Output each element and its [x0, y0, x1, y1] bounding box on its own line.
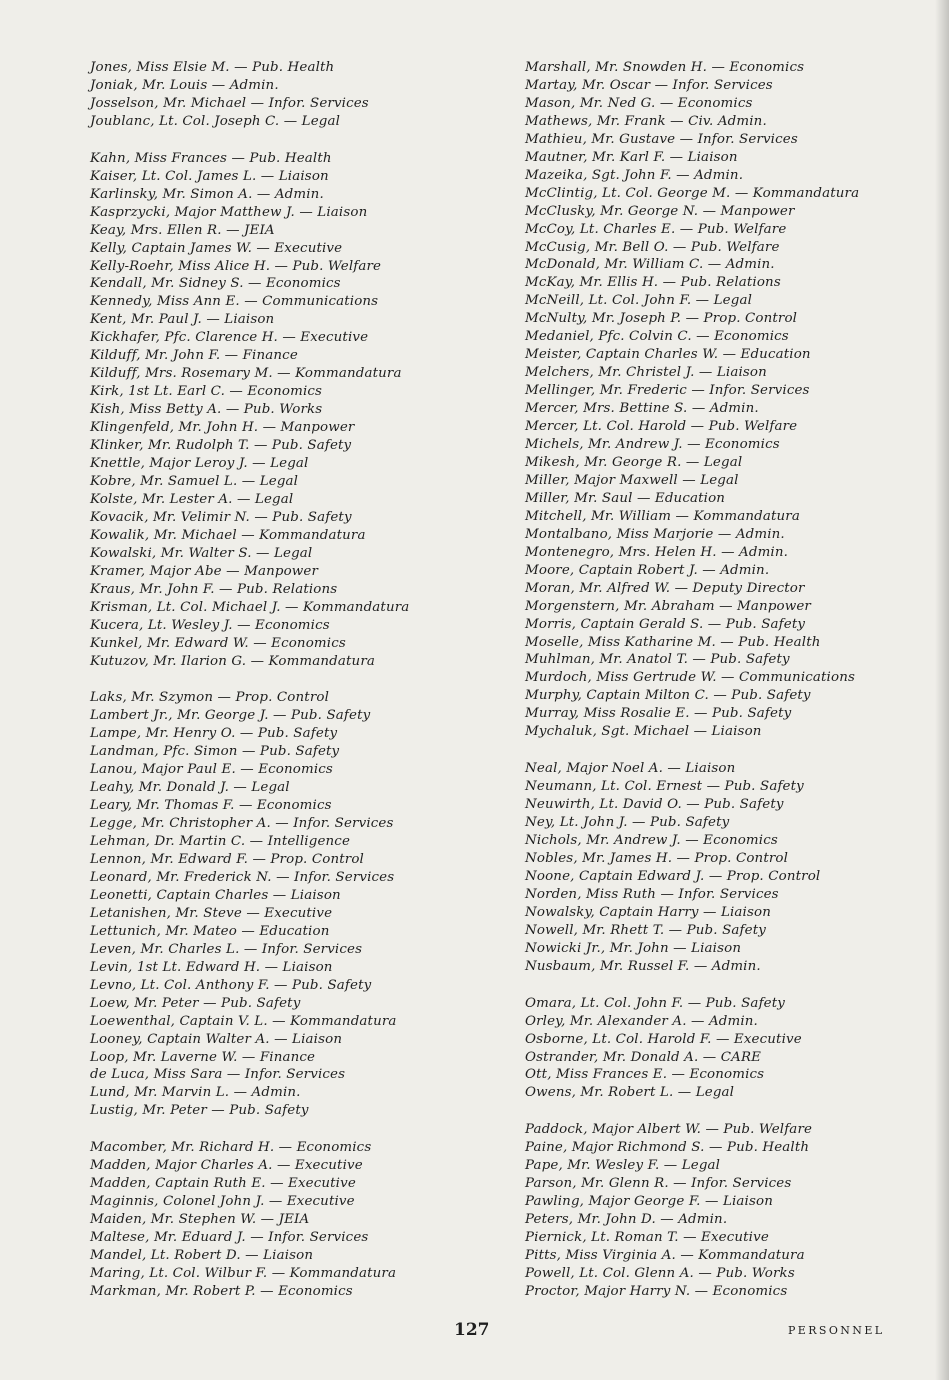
personnel-entry: Landman, Pfc. Simon — Pub. Safety [90, 744, 340, 760]
personnel-entry: Murphy, Captain Milton C. — Pub. Safety [525, 688, 811, 704]
page-number: 127 [454, 1320, 490, 1340]
personnel-entry: Miller, Mr. Saul — Education [525, 490, 726, 506]
personnel-entry: Markman, Mr. Robert P. — Economics [90, 1283, 353, 1299]
personnel-entry: Morris, Captain Gerald S. — Pub. Safety [525, 616, 806, 632]
personnel-entry: Montalbano, Miss Marjorie — Admin. [525, 526, 785, 542]
personnel-entry: Krisman, Lt. Col. Michael J. — Kommandatura [90, 599, 410, 615]
personnel-entry: Kowalik, Mr. Michael — Kommandatura [90, 527, 366, 543]
personnel-entry: Kowalski, Mr. Walter S. — Legal [90, 545, 313, 561]
personnel-entry: Mautner, Mr. Karl F. — Liaison [525, 149, 738, 165]
personnel-entry: Kirk, 1st Lt. Earl C. — Economics [90, 384, 323, 400]
personnel-entry: Karlinsky, Mr. Simon A. — Admin. [90, 186, 324, 202]
personnel-entry: Osborne, Lt. Col. Harold F. — Executive [525, 1031, 802, 1047]
letter-group [90, 689, 490, 1120]
personnel-entry: Kobre, Mr. Samuel L. — Legal [90, 473, 299, 489]
personnel-entry: Neal, Major Noel A. — Liaison [525, 761, 736, 777]
personnel-entry: Maltese, Mr. Eduard J. — Infor. Services [90, 1230, 369, 1246]
personnel-entry: Murray, Miss Rosalie E. — Pub. Safety [525, 706, 792, 722]
personnel-entry: Kutuzov, Mr. Ilarion G. — Kommandatura [90, 653, 376, 669]
personnel-entry: Leonard, Mr. Frederick N. — Infor. Services [90, 869, 395, 885]
personnel-entry: Miller, Major Maxwell — Legal [525, 472, 739, 488]
personnel-entry: Mandel, Lt. Robert D. — Liaison [90, 1248, 314, 1264]
personnel-entry: Nichols, Mr. Andrew J. — Economics [525, 833, 778, 849]
letter-group [525, 59, 925, 741]
personnel-entry: Ney, Lt. John J. — Pub. Safety [525, 815, 730, 831]
personnel-entry: Pawling, Major George F. — Liaison [525, 1194, 773, 1210]
personnel-entry: Knettle, Major Leroy J. — Legal [90, 456, 309, 472]
personnel-entry: Lund, Mr. Marvin L. — Admin. [90, 1085, 301, 1101]
personnel-entry: Moore, Captain Robert J. — Admin. [525, 562, 770, 578]
letter-group [90, 59, 490, 131]
personnel-entry: Letanishen, Mr. Steve — Executive [90, 905, 333, 921]
personnel-entry: Kilduff, Mr. John F. — Finance [90, 348, 298, 364]
personnel-entry: Keay, Mrs. Ellen R. — JEIA [90, 222, 275, 238]
personnel-entry: Maiden, Mr. Stephen W. — JEIA [90, 1212, 310, 1228]
personnel-entry: Lampe, Mr. Henry O. — Pub. Safety [90, 726, 338, 742]
personnel-entry: Maring, Lt. Col. Wilbur F. — Kommandatura [90, 1266, 397, 1281]
personnel-entry: Mazeika, Sgt. John F. — Admin. [525, 167, 744, 183]
personnel-entry: Nowicki Jr., Mr. John — Liaison [525, 940, 742, 956]
personnel-entry: Paddock, Major Albert W. — Pub. Welfare [525, 1122, 813, 1138]
personnel-entry: Kent, Mr. Paul J. — Liaison [90, 312, 275, 328]
personnel-entry: Legge, Mr. Christopher A. — Infor. Services [90, 816, 394, 832]
personnel-entry: Lambert Jr., Mr. George J. — Pub. Safety [90, 708, 371, 724]
letter-group [90, 1139, 490, 1301]
personnel-entry: Madden, Major Charles A. — Executive [90, 1158, 363, 1174]
personnel-entry: Kendall, Mr. Sidney S. — Economics [90, 276, 341, 292]
personnel-entry: Kickhafer, Pfc. Clarence H. — Executive [90, 330, 369, 346]
personnel-entry: Medaniel, Pfc. Colvin C. — Economics [525, 329, 789, 345]
personnel-entry: Montenegro, Mrs. Helen H. — Admin. [525, 544, 789, 560]
personnel-entry: Mitchell, Mr. William — Kommandatura [525, 508, 800, 524]
personnel-entry: Loewenthal, Captain V. L. — Kommandatura [90, 1013, 397, 1029]
personnel-entry: Powell, Lt. Col. Glenn A. — Pub. Works [525, 1266, 795, 1281]
personnel-entry: Madden, Captain Ruth E. — Executive [90, 1176, 356, 1192]
personnel-entry: Mathews, Mr. Frank — Civ. Admin. [525, 113, 767, 129]
personnel-entry: McCoy, Lt. Charles E. — Pub. Welfare [525, 221, 787, 237]
personnel-entry: Maginnis, Colonel John J. — Executive [90, 1194, 355, 1210]
personnel-entry: Proctor, Major Harry N. — Economics [525, 1283, 788, 1299]
personnel-entry: Mercer, Mrs. Bettine S. — Admin. [525, 401, 759, 417]
personnel-entry: Neumann, Lt. Col. Ernest — Pub. Safety [525, 779, 804, 795]
personnel-entry: Ostrander, Mr. Donald A. — CARE [525, 1049, 762, 1065]
right-column [525, 59, 925, 1320]
personnel-entry: Nowalsky, Captain Harry — Liaison [525, 904, 771, 920]
personnel-entry: Macomber, Mr. Richard H. — Economics [90, 1140, 372, 1156]
personnel-entry: Muhlman, Mr. Anatol T. — Pub. Safety [525, 652, 790, 668]
personnel-entry: McKay, Mr. Ellis H. — Pub. Relations [525, 275, 781, 291]
personnel-entry: Klingenfeld, Mr. John H. — Manpower [90, 420, 355, 436]
personnel-entry: Klinker, Mr. Rudolph T. — Pub. Safety [90, 438, 352, 454]
personnel-entry: Mathieu, Mr. Gustave — Infor. Services [525, 131, 798, 147]
personnel-entry: Jones, Miss Elsie M. — Pub. Health [90, 60, 335, 75]
personnel-entry: Kovacik, Mr. Velimir N. — Pub. Safety [90, 509, 352, 525]
personnel-entry: Piernick, Lt. Roman T. — Executive [525, 1230, 769, 1246]
personnel-entry: Kasprzycki, Major Matthew J. — Liaison [90, 204, 368, 220]
personnel-entry: Kaiser, Lt. Col. James L. — Liaison [90, 168, 329, 184]
left-column [90, 59, 490, 1320]
personnel-entry: Paine, Major Richmond S. — Pub. Health [525, 1140, 810, 1156]
personnel-entry: Kish, Miss Betty A. — Pub. Works [90, 402, 323, 418]
personnel-entry: Lehman, Dr. Martin C. — Intelligence [90, 834, 351, 850]
personnel-entry: Moselle, Miss Katharine M. — Pub. Health [525, 634, 821, 650]
personnel-entry: Josselson, Mr. Michael — Infor. Services [90, 95, 369, 111]
personnel-entry: Orley, Mr. Alexander A. — Admin. [525, 1013, 758, 1029]
personnel-entry: McCusig, Mr. Bell O. — Pub. Welfare [525, 239, 780, 255]
personnel-entry: Mychaluk, Sgt. Michael — Liaison [525, 724, 762, 740]
personnel-entry: Leven, Mr. Charles L. — Infor. Services [90, 941, 363, 957]
personnel-entry: Mercer, Lt. Col. Harold — Pub. Welfare [525, 419, 798, 435]
personnel-entry: McClusky, Mr. George N. — Manpower [525, 203, 795, 219]
section-title: PERSONNEL [788, 1324, 885, 1337]
personnel-entry: Nusbaum, Mr. Russel F. — Admin. [525, 958, 761, 974]
personnel-entry: Moran, Mr. Alfred W. — Deputy Director [525, 580, 805, 596]
personnel-entry: Ott, Miss Frances E. — Economics [525, 1067, 765, 1083]
personnel-entry: Levno, Lt. Col. Anthony F. — Pub. Safety [90, 977, 372, 993]
personnel-entry: Leary, Mr. Thomas F. — Economics [90, 798, 332, 814]
personnel-entry: Morgenstern, Mr. Abraham — Manpower [525, 598, 811, 614]
personnel-entry: Lustig, Mr. Peter — Pub. Safety [90, 1103, 309, 1119]
personnel-entry: Joublanc, Lt. Col. Joseph C. — Legal [90, 113, 341, 129]
personnel-entry: Pitts, Miss Virginia A. — Kommandatura [525, 1248, 805, 1264]
letter-group [525, 995, 925, 1103]
personnel-entry: Lanou, Major Paul E. — Economics [90, 762, 333, 778]
personnel-entry: de Luca, Miss Sara — Infor. Services [90, 1067, 346, 1083]
personnel-entry: Kilduff, Mrs. Rosemary M. — Kommandatura [90, 366, 402, 382]
letter-group [525, 1121, 925, 1301]
letter-group [90, 150, 490, 671]
personnel-entry: Looney, Captain Walter A. — Liaison [90, 1031, 343, 1047]
personnel-entry: Peters, Mr. John D. — Admin. [525, 1212, 728, 1228]
personnel-entry: Loop, Mr. Laverne W. — Finance [90, 1049, 316, 1065]
personnel-entry: Noone, Captain Edward J. — Prop. Control [525, 868, 821, 884]
personnel-entry: Mellinger, Mr. Frederic — Infor. Services [525, 383, 810, 399]
personnel-entry: Nobles, Mr. James H. — Prop. Control [525, 850, 789, 866]
personnel-entry: McNeill, Lt. Col. John F. — Legal [525, 293, 753, 309]
personnel-entry: Kennedy, Miss Ann E. — Communications [90, 294, 379, 310]
personnel-entry: Norden, Miss Ruth — Infor. Services [525, 886, 779, 902]
personnel-entry: Pape, Mr. Wesley F. — Legal [525, 1158, 721, 1174]
personnel-entry: Nowell, Mr. Rhett T. — Pub. Safety [525, 922, 766, 938]
personnel-entry: Owens, Mr. Robert L. — Legal [525, 1085, 735, 1101]
personnel-entry: Melchers, Mr. Christel J. — Liaison [525, 365, 767, 381]
personnel-entry: Kelly, Captain James W. — Executive [90, 240, 343, 256]
personnel-entry: Lennon, Mr. Edward F. — Prop. Control [90, 852, 364, 868]
personnel-entry: Kelly-Roehr, Miss Alice H. — Pub. Welfare [90, 258, 382, 274]
personnel-entry: Kucera, Lt. Wesley J. — Economics [90, 617, 330, 633]
personnel-entry: Mikesh, Mr. George R. — Legal [525, 454, 743, 470]
letter-group [525, 760, 925, 975]
personnel-entry: Martay, Mr. Oscar — Infor. Services [525, 77, 773, 93]
personnel-entry: McDonald, Mr. William C. — Admin. [525, 257, 775, 273]
personnel-entry: Levin, 1st Lt. Edward H. — Liaison [90, 959, 333, 975]
personnel-entry: Joniak, Mr. Louis — Admin. [90, 77, 279, 93]
personnel-entry: Lettunich, Mr. Mateo — Education [90, 923, 330, 939]
personnel-entry: Parson, Mr. Glenn R. — Infor. Services [525, 1176, 792, 1192]
personnel-entry: Loew, Mr. Peter — Pub. Safety [90, 995, 301, 1011]
personnel-entry: McClintig, Lt. Col. George M. — Kommandatura [525, 185, 860, 201]
personnel-entry: Murdoch, Miss Gertrude W. — Communications [525, 670, 856, 686]
personnel-entry: Meister, Captain Charles W. — Education [525, 347, 811, 363]
personnel-entry: Mason, Mr. Ned G. — Economics [525, 95, 753, 111]
personnel-entry: Neuwirth, Lt. David O. — Pub. Safety [525, 797, 784, 813]
personnel-entry: Michels, Mr. Andrew J. — Economics [525, 437, 780, 453]
personnel-entry: Kahn, Miss Frances — Pub. Health [90, 150, 332, 166]
personnel-entry: Kunkel, Mr. Edward W. — Economics [90, 635, 346, 651]
personnel-entry: Kramer, Major Abe — Manpower [90, 563, 319, 579]
personnel-entry: Omara, Lt. Col. John F. — Pub. Safety [525, 995, 785, 1011]
personnel-entry: Leahy, Mr. Donald J. — Legal [90, 780, 290, 796]
personnel-entry: Laks, Mr. Szymon — Prop. Control [90, 690, 330, 706]
personnel-entry: Marshall, Mr. Snowden H. — Economics [525, 60, 805, 75]
personnel-entry: Kraus, Mr. John F. — Pub. Relations [90, 581, 338, 597]
personnel-entry: Kolste, Mr. Lester A. — Legal [90, 491, 294, 507]
personnel-entry: Leonetti, Captain Charles — Liaison [90, 887, 341, 903]
personnel-entry: McNulty, Mr. Joseph P. — Prop. Control [525, 311, 798, 327]
